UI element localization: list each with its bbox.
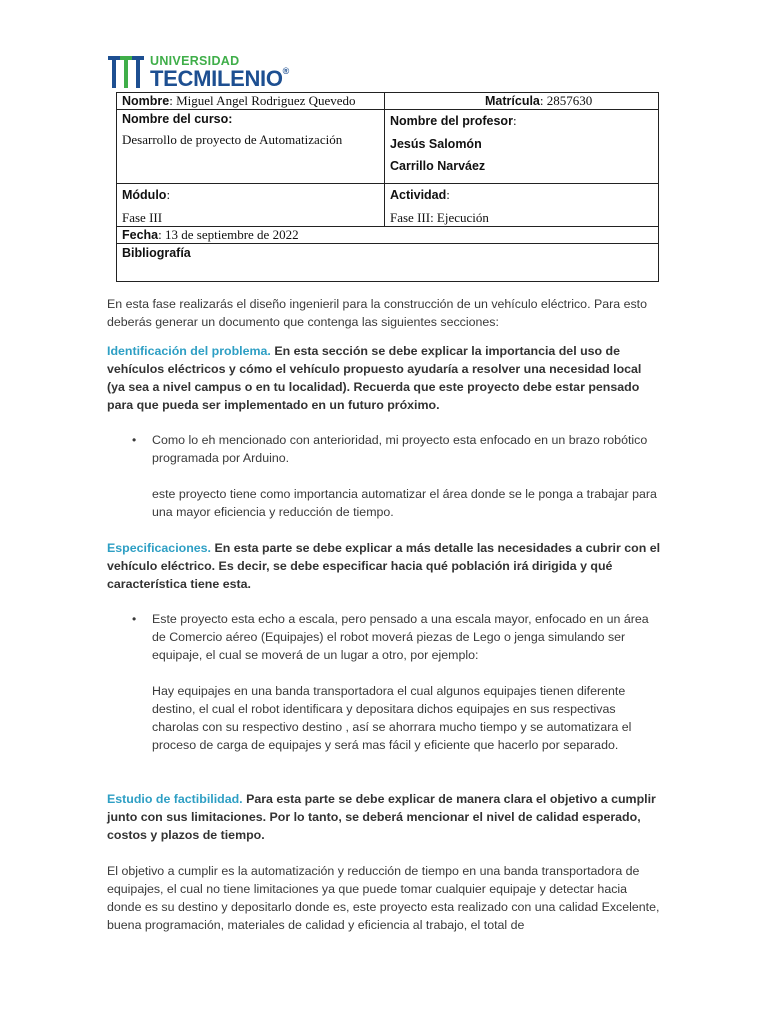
curso-value: Desarrollo de proyecto de Automatización	[122, 132, 343, 147]
actividad-colon: :	[446, 187, 450, 202]
university-logo	[106, 48, 306, 92]
nombre-value: : Miguel Angel Rodriguez Quevedo	[169, 93, 356, 108]
actividad-label: Actividad	[390, 188, 447, 202]
section-especificaciones-title: Especificaciones.	[107, 541, 211, 555]
logo-emblem-icon	[106, 50, 148, 92]
matricula-cell	[385, 93, 659, 110]
actividad-value: Fase III: Ejecución	[390, 210, 489, 225]
section-problema-prompt	[107, 342, 662, 414]
section-especificaciones-instructions: En esta parte se debe explicar a más detalle las necesidades a cubrir con el vehículo eléctrico. Es decir, se debe especificar hacia qué población irá dirigida y qué característica tiene esta.	[107, 541, 661, 591]
modulo-colon: :	[166, 187, 171, 202]
especificaciones-answer-1: Este proyecto esta echo a escala, pero pensado a una escala mayor, enfocado en un área de Comercio aéreo (Equipajes) el robot moverá piezas de Lego o jenga simulando ser equipaje, el cual se moverá de un lugar a otro, por ejemplo:	[152, 612, 649, 662]
matricula-value: : 2857630	[539, 93, 593, 108]
profesor-name-line1: Jesús Salomón	[390, 137, 482, 151]
section-problema-instructions: En esta sección se debe explicar la importancia del uso de vehículos eléctricos y cómo el vehículo propuesto ayudaría a resolver una necesidad local (ya sea a nivel campus o en tu localidad). Recuerda que este proyecto debe estar pensado para que pueda ser implementado en un futuro próximo.	[107, 344, 642, 412]
fecha-cell	[117, 227, 659, 244]
section-factibilidad-instructions: Para esta parte se debe explicar de manera clara el objetivo a cumplir junto con sus limitaciones. Por lo tanto, se deberá mencionar el nivel de calidad esperado, costos y plazos de tiempo.	[107, 792, 656, 842]
profesor-cell	[385, 110, 659, 184]
especificaciones-answer-2: Hay equipajes en una banda transportadora el cual algunos equipajes tienen diferente destino, el cual el robot identificara y depositara dichos equipajes en sus respectivas charolas con su respectivo destino , así se ahorrara mucho tiempo y se automatizara el proceso de carga de equipajes y será mas fácil y eficiente que hacerlo por separado.	[152, 684, 632, 752]
fecha-label: Fecha	[122, 228, 159, 242]
modulo-label: Módulo	[122, 188, 167, 202]
section-factibilidad-title: Estudio de factibilidad.	[107, 792, 243, 806]
actividad-cell	[385, 184, 659, 227]
student-info-table	[116, 92, 659, 282]
intro-paragraph: En esta fase realizarás el diseño ingenieril para la construcción de un vehículo eléctrico. Para esto deberás generar un documento que contenga las siguientes secciones:	[107, 297, 647, 329]
logo-text-tecmilenio: TECMILENIO®	[150, 66, 290, 91]
section-factibilidad-prompt	[107, 790, 662, 844]
nombre-cell	[117, 93, 385, 110]
nombre-label: Nombre	[122, 94, 170, 108]
problema-answer-1: Como lo eh mencionado con anterioridad, mi proyecto esta enfocado en un brazo robótico programada por Arduino.	[152, 433, 648, 465]
curso-label: Nombre del curso:	[122, 112, 233, 126]
curso-cell	[117, 110, 385, 184]
modulo-cell	[117, 184, 385, 227]
section-especificaciones-prompt	[107, 539, 662, 593]
bullet-icon: •	[132, 612, 137, 626]
profesor-colon: :	[512, 113, 517, 128]
factibilidad-answer: El objetivo a cumplir es la automatización y reducción de tiempo en una banda transportadora de equipajes, el cual no tiene limitaciones ya que puede tomar cualquier equipaje y detectar hacia donde es su destino y depositarlo donde es, este proyecto esta realizado con una calidad Excelente, buena programación, materiales de calidad y eficiencia al trabajo, el total de	[107, 864, 660, 932]
profesor-label: Nombre del profesor	[390, 114, 513, 128]
section-problema-title: Identificación del problema.	[107, 344, 271, 358]
bibliografia-label: Bibliografía	[122, 246, 191, 260]
profesor-name-line2: Carrillo Narváez	[390, 159, 486, 173]
bullet-icon: •	[132, 433, 137, 447]
matricula-label: Matrícula	[485, 94, 540, 108]
modulo-value: Fase III	[122, 210, 163, 225]
problema-answer-2: este proyecto tiene como importancia automatizar el área donde se le ponga a trabajar para una mayor eficiencia y reducción de tiempo.	[152, 487, 657, 519]
fecha-value: : 13 de septiembre de 2022	[158, 227, 299, 242]
logo-text-universidad: UNIVERSIDAD	[150, 54, 240, 68]
bibliografia-cell	[117, 244, 659, 282]
